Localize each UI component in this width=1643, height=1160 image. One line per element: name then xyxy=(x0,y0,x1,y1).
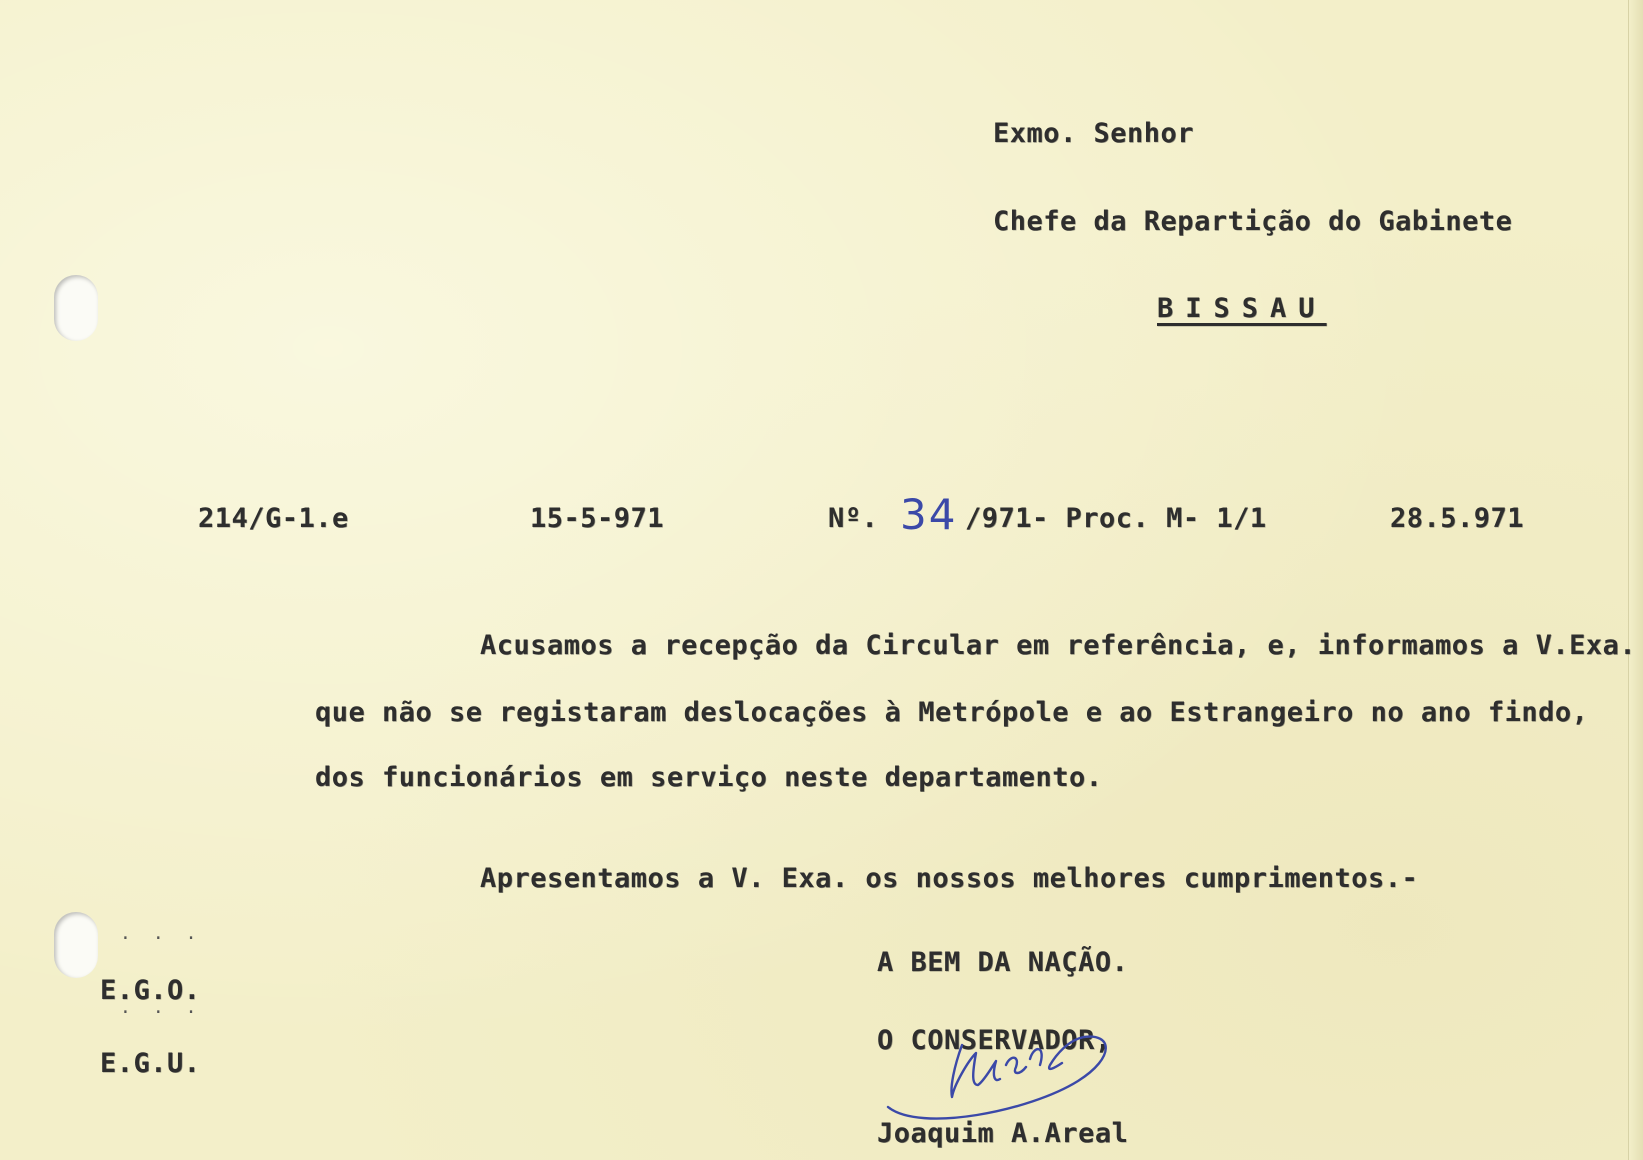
handwritten-number: 34 xyxy=(900,490,958,539)
number-prefix: Nº. xyxy=(828,503,879,534)
dot-row-middle: ··· xyxy=(120,1002,219,1023)
number-suffix: /971- Proc. M- 1/1 xyxy=(965,503,1267,534)
their-reference: 214/G-1.e xyxy=(198,503,349,534)
distribution-ego: E.G.O. xyxy=(100,975,201,1006)
addressee-office: Chefe da Repartição do Gabinete xyxy=(993,206,1513,237)
their-date: 15-5-971 xyxy=(530,503,665,534)
dot-row-top: ··· xyxy=(120,928,219,949)
addressee-city: BISSAU xyxy=(1157,293,1327,324)
salutation: Exmo. Senhor xyxy=(993,118,1195,149)
our-date: 28.5.971 xyxy=(1390,503,1525,534)
motto: A BEM DA NAÇÃO. xyxy=(877,947,1129,978)
body-line-2: que não se registaram deslocações à Metrópole e ao Estrangeiro no ano findo, xyxy=(315,697,1589,728)
punch-hole-top xyxy=(54,275,98,341)
punch-hole-bottom xyxy=(54,912,98,978)
body-line-1: Acusamos a recepção da Circular em referência, e, informamos a V.Exa. xyxy=(480,630,1637,661)
signatory-name: Joaquim A.Areal xyxy=(877,1118,1129,1149)
paper-edge xyxy=(1628,0,1643,1160)
distribution-egu: E.G.U. xyxy=(100,1048,201,1079)
handwritten-signature xyxy=(880,1015,1160,1135)
body-line-3: dos funcionários em serviço neste departamento. xyxy=(315,762,1103,793)
closing-line: Apresentamos a V. Exa. os nossos melhores cumprimentos.- xyxy=(480,863,1419,894)
signatory-title: O CONSERVADOR, xyxy=(877,1025,1112,1056)
